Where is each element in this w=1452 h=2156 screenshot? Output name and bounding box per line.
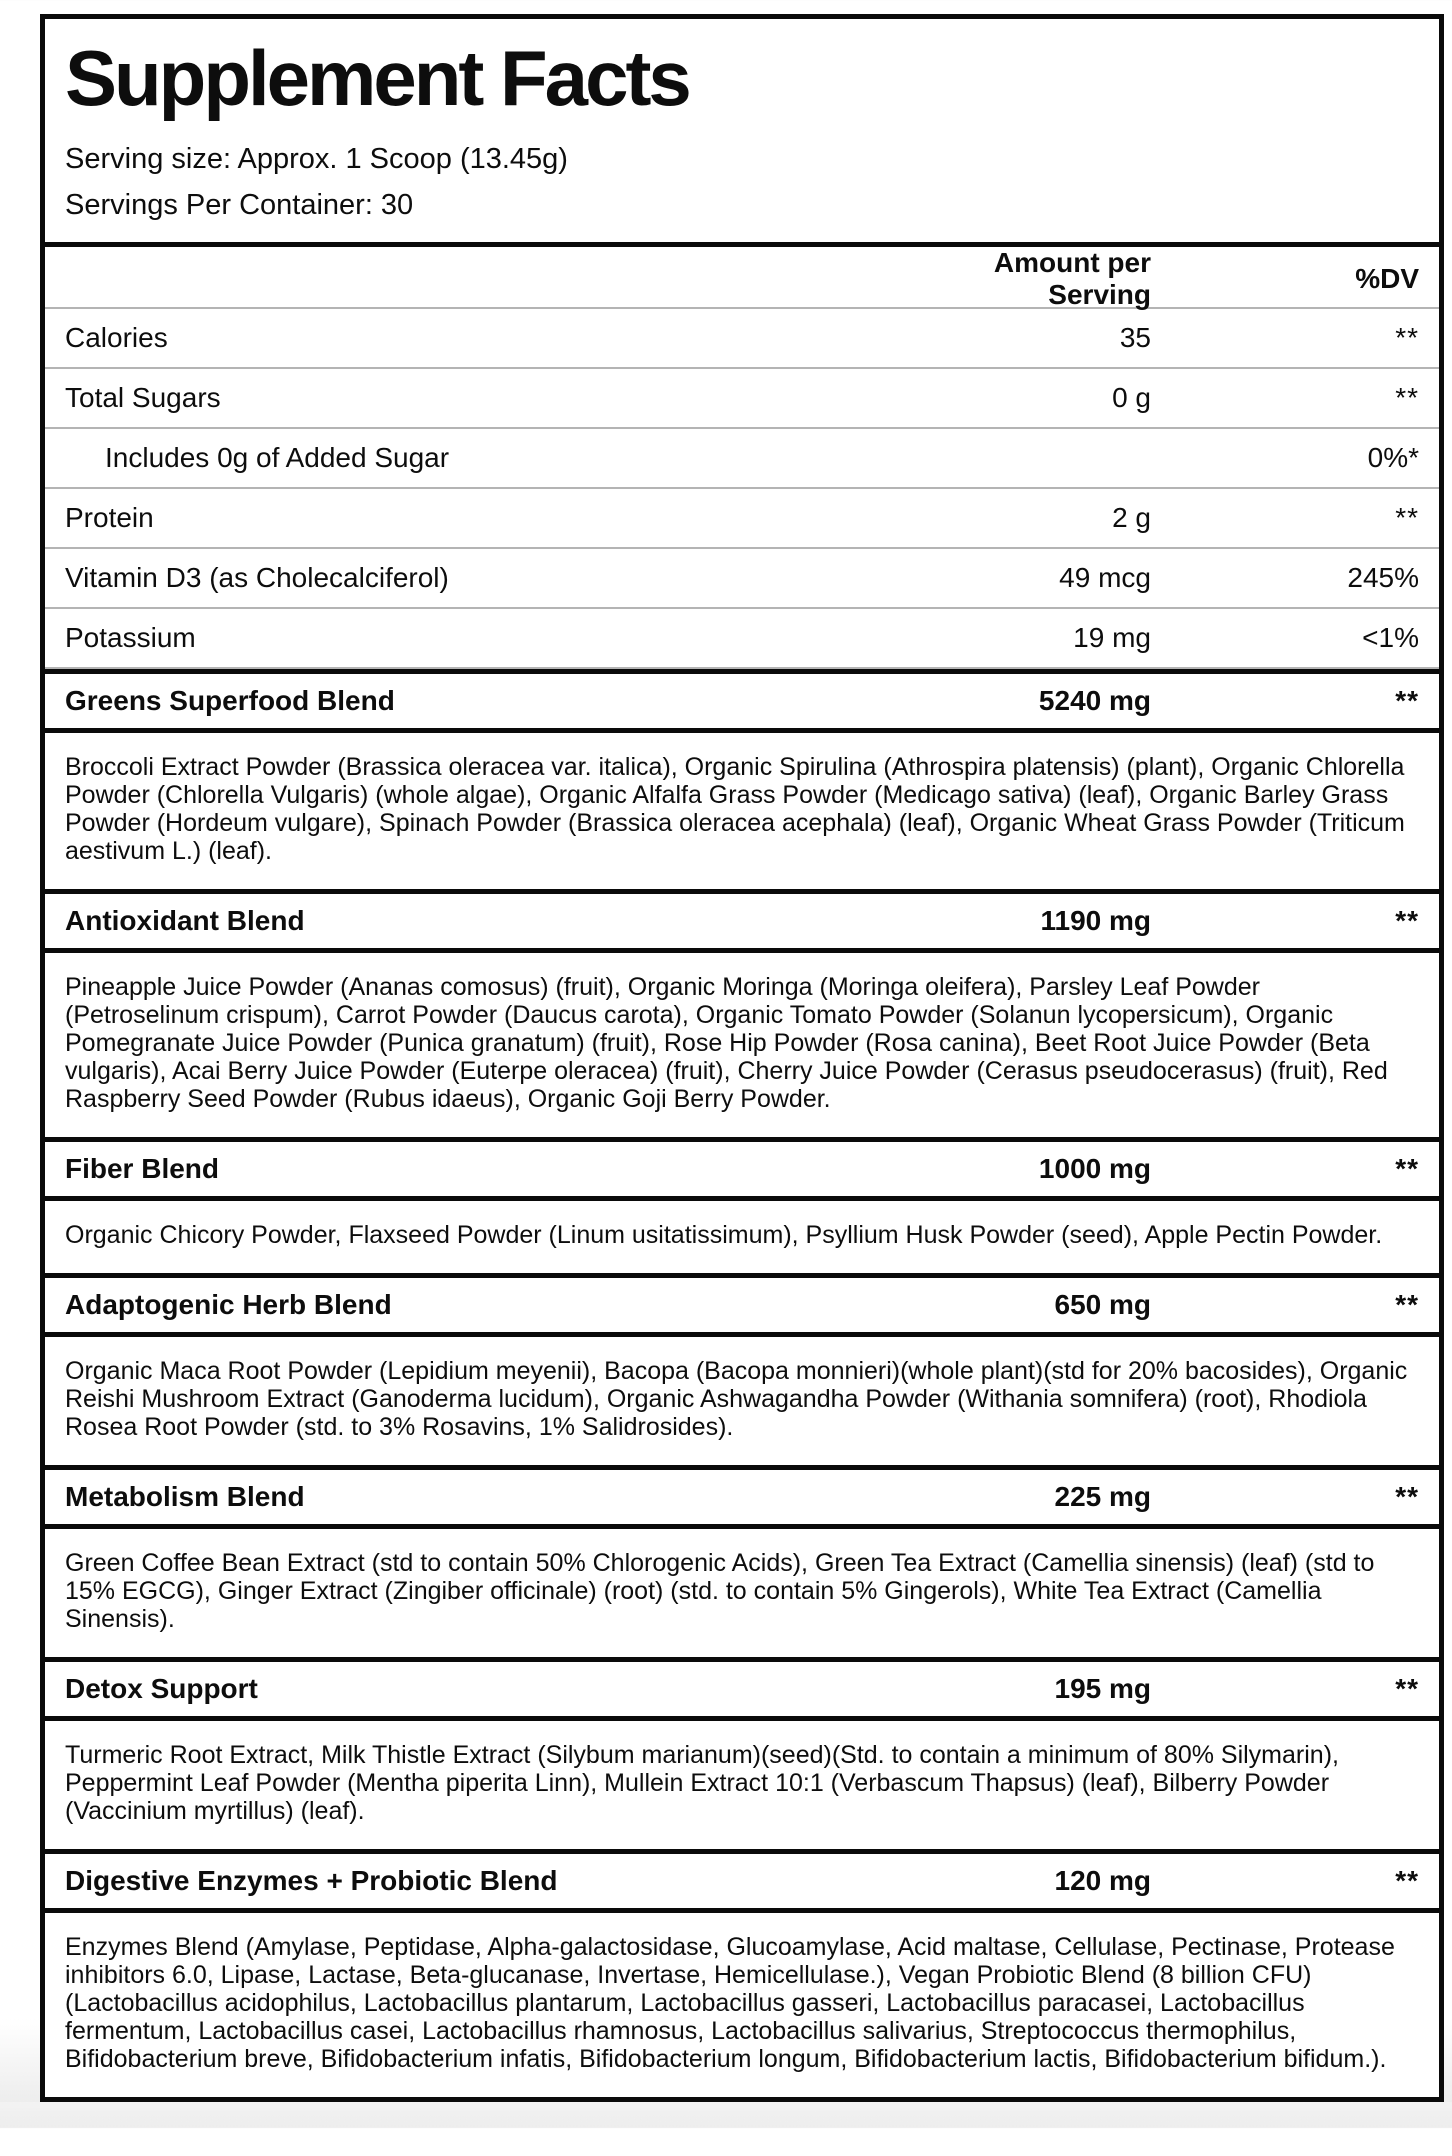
nutrient-dv: 245% [1347, 561, 1419, 593]
blend-name: Greens Superfood Blend [65, 684, 395, 716]
nutrient-dv: ** [1395, 381, 1419, 413]
blend-ingredients-fiber: Organic Chicory Powder, Flaxseed Powder (Linum usitatissimum), Psyllium Husk Powder (seed), Apple Pectin Powder. [65, 1220, 1383, 1249]
nutrient-dv: 0%* [1367, 441, 1419, 473]
blend-ingredients-adaptogenic-herb: Organic Maca Root Powder (Lepidium meyenii), Bacopa (Bacopa monnieri)(whole plant)(std for 20% bacosides), Organic Reishi Mushroom Extract (Ganoderma lucidum), Organic Ashwagandha Powder (Withania somnifera) (root), Rhodiola Rosea Root Powder (std. to 3% Rosavins, 1% Salidrosides). [65, 1356, 1408, 1441]
blend-header-detox-support [45, 1657, 1439, 1721]
blend-dv: ** [1395, 1480, 1419, 1512]
blend-dv: ** [1395, 1864, 1419, 1896]
blend-name: Detox Support [65, 1672, 258, 1704]
nutrient-name: Calories [65, 321, 168, 353]
blend-dv: ** [1395, 1288, 1419, 1320]
blend-amount: 225 mg [1054, 1480, 1151, 1512]
blend-name: Fiber Blend [65, 1152, 220, 1184]
nutrient-row-total-sugars [45, 369, 1439, 429]
blend-header-metabolism [45, 1465, 1439, 1529]
blend-ingredients-greens-superfood: Broccoli Extract Powder (Brassica oleracea var. italica), Organic Spirulina (Athrospira platensis) (plant), Organic Chlorella Powder (Chlorella Vulgaris) (whole algae), Organic Alfalfa Grass Powder (Medicago sativa) (leaf), Organic Barley Grass Powder (Hordeum vulgare), Spinach Powder (Brassica oleracea acephala) (leaf), Organic Wheat Grass Powder (Triticum aestivum L.) (leaf). [65, 752, 1405, 865]
nutrient-dv: <1% [1362, 621, 1419, 653]
blend-amount: 5240 mg [1038, 684, 1151, 716]
nutrient-row-vitamin-d3 [45, 549, 1439, 609]
nutrient-amount: 35 [1119, 321, 1151, 353]
nutrient-dv: ** [1395, 501, 1419, 533]
blend-name: Digestive Enzymes + Probiotic Blend [65, 1864, 558, 1896]
nutrient-row-potassium [45, 609, 1439, 669]
blend-ingredients-detox-support: Turmeric Root Extract, Milk Thistle Extract (Silybum marianum)(seed)(Std. to contain a minimum of 80% Silymarin), Peppermint Leaf Powder (Mentha piperita Linn), Mullein Extract 10:1 (Verbascum Thapsus) (leaf), Bilberry Powder (Vaccinium myrtillus) (leaf). [65, 1740, 1339, 1825]
blend-ingredients-antioxidant: Pineapple Juice Powder (Ananas comosus) (fruit), Organic Moringa (Moringa oleifera), Parsley Leaf Powder (Petroselinum crispum), Carrot Powder (Daucus carota), Organic Tomato Powder (Solanun lycopersicum), Organic Pomegranate Juice Powder (Punica granatum) (fruit), Rose Hip Powder (Rosa canina), Beet Root Juice Powder (Beta vulgaris), Acai Berry Juice Powder (Euterpe oleracea) (fruit), Cherry Juice Powder (Cerasus pseudocerasus) (fruit), Red Raspberry Seed Powder (Rubus idaeus), Organic Goji Berry Powder. [65, 972, 1388, 1113]
supplement-facts-panel [40, 14, 1444, 2102]
title-block [45, 19, 1439, 247]
blend-name: Adaptogenic Herb Blend [65, 1288, 392, 1320]
blend-amount: 1000 mg [1038, 1152, 1151, 1184]
nutrient-row-added-sugar [45, 429, 1439, 489]
nutrient-row-calories [45, 309, 1439, 369]
blend-name: Antioxidant Blend [65, 904, 305, 936]
nutrient-name: Protein [65, 501, 154, 533]
blend-dv: ** [1395, 904, 1419, 936]
blend-dv: ** [1395, 1672, 1419, 1704]
column-header-row [45, 247, 1439, 309]
blend-header-digestive-enzymes-probiotic [45, 1849, 1439, 1913]
blend-amount: 1190 mg [1040, 904, 1151, 936]
column-header-amount: Amount per Serving [993, 246, 1151, 310]
blend-ingredients-digestive-enzymes-probiotic: Enzymes Blend (Amylase, Peptidase, Alpha-galactosidase, Glucoamylase, Acid maltase, Cellulase, Pectinase, Protease inhibitors 6.0, Lipase, Lactase, Beta-glucanase, Invertase, Hemicellulase.), Vegan Probiotic Blend (8 billion CFU) (Lactobacillus acidophilus, Lactobacillus plantarum, Lactobacillus gasseri, Lactobacillus paracasei, Lactobacillus fermentum, Lactobacillus casei, Lactobacillus rhamnosus, Lactobacillus salivarius, Streptococcus thermophilus, Bifidobacterium breve, Bifidobacterium infatis, Bifidobacterium longum, Bifidobacterium lactis, Bifidobacterium bifidum.). [65, 1932, 1395, 2073]
blend-dv: ** [1395, 684, 1419, 716]
nutrient-name: Potassium [65, 621, 196, 653]
blend-dv: ** [1395, 1152, 1419, 1184]
nutrient-amount: 49 mcg [1059, 561, 1151, 593]
serving-size: Serving size: Approx. 1 Scoop (13.45g) [65, 142, 568, 175]
blend-amount: 650 mg [1054, 1288, 1151, 1320]
blend-ingredients-metabolism: Green Coffee Bean Extract (std to contain 50% Chlorogenic Acids), Green Tea Extract (Camellia sinensis) (leaf) (std to 15% EGCG), Ginger Extract (Zingiber officinale) (root) (std. to contain 5% Gingerols), White Tea Extract (Camellia Sinensis). [65, 1548, 1375, 1633]
nutrient-amount: 0 g [1112, 381, 1151, 413]
servings-per-container: Servings Per Container: 30 [65, 189, 414, 222]
blend-header-greens-superfood [45, 669, 1439, 733]
nutrient-name: Includes 0g of Added Sugar [105, 441, 450, 473]
blend-amount: 120 mg [1054, 1864, 1151, 1896]
nutrient-name: Total Sugars [65, 381, 221, 413]
blend-name: Metabolism Blend [65, 1480, 305, 1512]
column-header-dv: %DV [1355, 262, 1419, 294]
nutrient-row-protein [45, 489, 1439, 549]
panel-title: Supplement Facts [65, 34, 689, 122]
nutrient-dv: ** [1395, 321, 1419, 353]
nutrient-amount: 2 g [1112, 501, 1151, 533]
blend-header-fiber [45, 1137, 1439, 1201]
nutrient-amount: 19 mg [1073, 621, 1151, 653]
blend-header-antioxidant [45, 889, 1439, 953]
blend-amount: 195 mg [1054, 1672, 1151, 1704]
nutrient-name: Vitamin D3 (as Cholecalciferol) [65, 561, 449, 593]
blend-header-adaptogenic-herb [45, 1273, 1439, 1337]
